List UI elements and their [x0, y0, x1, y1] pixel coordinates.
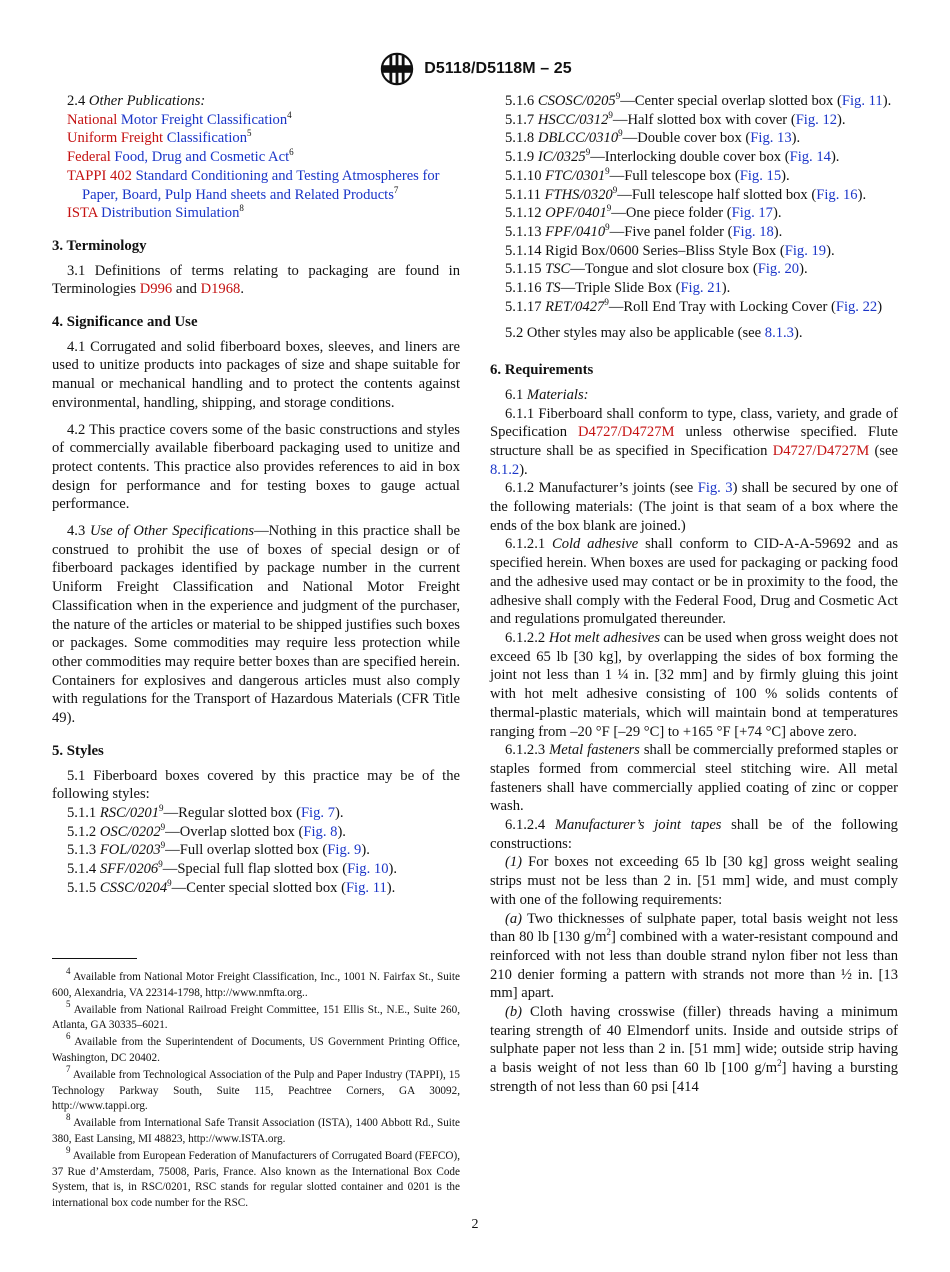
style-end: ). — [386, 879, 396, 896]
figure-link[interactable]: Fig. 10 — [347, 861, 389, 878]
style-number: 5.1.8 — [505, 130, 535, 147]
section-4-title: 4. Significance and Use — [52, 314, 198, 331]
footnote-ref: 6 — [289, 147, 294, 158]
right-column — [490, 92, 898, 1097]
footnote-number: 8 — [66, 1112, 71, 1123]
style-code: TSC — [545, 261, 571, 278]
paragraph-6-1-2-4: 6.1.2.4 Manufacturer’s joint tapes shall be of the following constructions: — [490, 817, 898, 852]
publication-item — [52, 111, 460, 130]
style-number: 5.1.2 — [67, 823, 97, 840]
style-item — [490, 129, 898, 148]
footnote — [52, 1112, 460, 1148]
footnote-text: Available from National Railroad Freight Committee, 151 Ellis St., N.E., Suite 260, Atlanta, GA 30335–6021. — [52, 1003, 460, 1032]
styles-list-left — [52, 804, 460, 898]
style-item — [490, 167, 898, 186]
style-end: ). — [799, 261, 808, 278]
left-column — [52, 92, 460, 897]
publications-list — [52, 111, 460, 223]
style-description: —Regular slotted box ( — [163, 804, 301, 821]
style-description: —Full telescope box ( — [609, 167, 740, 184]
paragraph-3-1: 3.1 Definitions of terms relating to packaging are found in Terminologies D996 and D1968. — [52, 262, 460, 298]
paragraph-4-2: 4.2 This practice covers some of the basic constructions and styles of commercially available fiberboard packaging used to unitize and protect contents. This practice also provides references to aid in box design for performance and for testing boxes to gauge actual performance. — [52, 421, 460, 513]
paragraph-5-2: 5.2 Other styles may also be applicable (see 8.1.3). — [505, 325, 803, 342]
style-code: OPF/0401 — [545, 205, 607, 222]
figure-link[interactable]: Fig. 12 — [795, 111, 838, 128]
paragraph-item-1: (1) For boxes not exceeding 65 lb [30 kg] gross weight sealing strips must not be less than 2 in. [51 mm] wide, and must comply with one of the following requirements: — [490, 854, 898, 908]
style-end: ) — [877, 298, 883, 315]
publication-link[interactable]: Motor Freight Classification — [120, 111, 288, 128]
footnote-number: 6 — [66, 1031, 71, 1042]
d1968-link[interactable]: D1968 — [200, 281, 241, 298]
figure-link[interactable]: Fig. 7 — [300, 804, 335, 821]
style-description: —Center special slotted box ( — [171, 879, 346, 896]
footnote-ref: 9 — [615, 91, 621, 101]
style-description: —Triple Slide Box ( — [560, 280, 681, 297]
figure-link[interactable]: Fig. 21 — [680, 280, 722, 297]
style-number: 5.1.10 — [505, 167, 542, 184]
footnotes — [52, 966, 460, 1213]
style-number: 5.1.3 — [67, 842, 97, 859]
style-item — [52, 823, 460, 842]
footnote-ref: 8 — [239, 203, 244, 214]
page-header — [0, 50, 950, 88]
footnote — [52, 1031, 460, 1067]
style-description: —Special full flap slotted box ( — [162, 861, 348, 878]
style-number: 5.1.15 — [505, 261, 542, 278]
figure-link[interactable]: Fig. 8 — [303, 823, 338, 840]
section-8-1-3-link[interactable]: 8.1.3 — [764, 325, 794, 342]
style-description: Rigid Box/0600 Series–Bliss Style Box ( — [545, 242, 785, 259]
footnote-text: Available from National Motor Freight Classification, Inc., 1001 N. Fairfax St., Suite 600, Alexandria, VA 22314-1798, http://www.nmfta.org.. — [52, 971, 460, 999]
style-number: 5.1.1 — [67, 804, 97, 821]
publication-code[interactable]: Uniform Freight — [67, 130, 164, 147]
style-item — [490, 260, 898, 279]
paragraph-6-1-2-3: 6.1.2.3 Metal fasteners shall be commercially preformed staples or staples formed from commercial steel stitching wire. All metal fasteners shall have commercially applied coating of zinc or copper wash. — [490, 742, 898, 815]
footnote-ref: 9 — [159, 802, 164, 813]
style-code: FPF/0410 — [545, 223, 606, 240]
styles-list-right — [490, 92, 898, 316]
figure-link[interactable]: Fig. 19 — [784, 242, 827, 259]
publication-code[interactable]: ISTA — [67, 205, 98, 222]
style-end: ). — [830, 149, 840, 166]
style-number: 5.1.13 — [505, 223, 542, 240]
footnote-ref: 9 — [158, 859, 163, 870]
style-number: 5.1.16 — [505, 280, 542, 297]
style-end: ). — [773, 223, 783, 240]
footnote-text: Available from European Federation of Manufacturers of Corrugated Board (FEFCO), 37 Rue d’Amsterdam, 75008, Paris, France. Also known as the International Box Code System, that is, in RSC/0201, RSC stands for regular slotted container and 0201 is the international box code number for the RSC. — [52, 1149, 460, 1210]
style-code: FTC/0301 — [545, 167, 606, 184]
figure-link[interactable]: Fig. 11 — [345, 879, 387, 896]
publication-item — [52, 148, 460, 167]
figure-link[interactable]: Fig. 16 — [816, 186, 858, 203]
style-number: 5.1.5 — [67, 879, 97, 896]
style-item — [490, 204, 898, 223]
footnote-ref: 9 — [605, 165, 610, 176]
document-designation: D5118/D5118M – 25 — [424, 60, 572, 77]
footnote-number: 9 — [66, 1144, 71, 1155]
style-description: —Roll End Tray with Locking Cover ( — [608, 298, 836, 315]
footnote-text: Available from the Superintendent of Documents, US Government Printing Office, Washington, DC 20402. — [52, 1036, 460, 1064]
footnote-divider — [52, 958, 137, 959]
publication-code[interactable]: TAPPI 402 — [67, 167, 132, 184]
style-item — [490, 279, 898, 298]
style-number: 5.1.4 — [67, 861, 97, 878]
style-code: IC/0325 — [537, 149, 586, 166]
section-5-title: 5. Styles — [52, 742, 104, 759]
paragraph-6-1: 6.1 Materials: — [505, 386, 589, 403]
footnote-ref: 9 — [604, 296, 609, 307]
paragraph-item-b: (b) Cloth having crosswise (filler) threads having a minimum tearing strength of 40 Elmendorf units. Inside and outside strips of sulphate paper not less than 2 in. [51 mm] wide; outside strip having a basis weight of not less than 60 lb [100 $g/m^2$] having a bursting strength of not less than 60 psi [414 — [490, 1004, 898, 1095]
section-2-4-heading: 2.4 Other Publications: — [67, 93, 206, 109]
style-description: —Full telescope half slotted box ( — [617, 186, 817, 203]
d4727-link-1[interactable]: D4727/D4727M — [578, 424, 675, 441]
style-description: —Overlap slotted box ( — [165, 823, 304, 840]
section-3-title: 3. Terminology — [52, 237, 147, 254]
style-code: OSC/0202 — [99, 823, 161, 840]
style-description: —Full overlap slotted box ( — [165, 842, 328, 859]
style-end: ). — [882, 93, 892, 109]
style-end: ). — [361, 842, 370, 859]
style-end: ). — [388, 861, 398, 878]
style-end: ). — [721, 280, 731, 297]
style-end: ). — [335, 804, 344, 821]
footnote-ref: 9 — [160, 821, 166, 832]
figure-link[interactable]: Fig. 17 — [731, 205, 773, 222]
style-description: —Five panel folder ( — [609, 223, 733, 240]
footnote-ref: 4 — [287, 109, 292, 120]
publication-link[interactable]: Classification — [166, 130, 247, 147]
style-end: ). — [781, 167, 790, 184]
style-code: CSSC/0204 — [99, 879, 168, 896]
figure-link[interactable]: Fig. 14 — [789, 149, 831, 166]
style-code: DBLCC/0310 — [537, 130, 619, 147]
style-end: ). — [337, 823, 346, 840]
style-item — [52, 879, 460, 898]
d996-link[interactable]: D996 — [139, 281, 173, 298]
figure-link[interactable]: Fig. 13 — [750, 130, 792, 147]
footnote-number: 7 — [66, 1063, 71, 1074]
footnote-ref: 9 — [612, 184, 618, 195]
style-code: CSOSC/0205 — [537, 93, 616, 109]
paragraph-5-1: 5.1 Fiberboard boxes covered by this practice may be of the following styles: — [52, 767, 460, 803]
figure-link[interactable]: Fig. 11 — [841, 93, 883, 109]
paragraph-4-1: 4.1 Corrugated and solid fiberboard boxes, sleeves, and liners are used to unitize products into packages of size and shape suitable for manual or mechanical handling and to protect the contents against environmental, handling, shipping, and storage conditions. — [52, 338, 460, 411]
style-end: ). — [857, 186, 867, 203]
footnote-ref: 5 — [247, 128, 252, 139]
style-description: —Interlocking double cover box ( — [590, 149, 790, 166]
publication-link[interactable]: Standard Conditioning and Testing Atmospheres for Paper, Board, Pulp Hand sheets and Related Products — [82, 167, 440, 203]
style-number: 5.1.14 — [505, 242, 542, 259]
style-number: 5.1.12 — [505, 205, 542, 222]
figure-link[interactable]: Fig. 20 — [757, 261, 800, 278]
style-item — [490, 242, 898, 261]
style-number: 5.1.17 — [505, 298, 542, 315]
d4727-link-2[interactable]: D4727/D4727M — [772, 442, 870, 459]
footnote-number: 4 — [66, 966, 71, 976]
footnote — [52, 1063, 460, 1115]
section-6-title: 6. Requirements — [490, 362, 594, 379]
style-number: 5.1.7 — [505, 111, 535, 128]
style-code: TS — [545, 280, 561, 297]
fig-3-link[interactable]: Fig. 3 — [697, 480, 733, 497]
section-8-1-2-link[interactable]: 8.1.2 — [490, 461, 520, 478]
footnote-ref: 9 — [585, 147, 591, 158]
footnote-ref: 9 — [160, 840, 166, 851]
style-number: 5.1.11 — [505, 186, 541, 203]
paragraph-6-1-2-2: 6.1.2.2 Hot melt adhesives can be used when gross weight does not exceed 65 lb [30 kg], by overlapping the sides of box forming the joint not less than 1 ¼ in. [32 mm] and by firmly gluing this joint with hot melt adhesive consisting of 100 % solids contents of thermal-plastic materials, which will maintain bond at temperatures ranging from –20 °F [–29 °C] to +165 °F [+74 °C] above zero. — [490, 629, 899, 740]
footnote-number: 5 — [66, 998, 71, 1009]
footnote-ref: 9 — [606, 203, 612, 214]
style-item — [52, 804, 460, 823]
publication-item — [52, 167, 460, 204]
style-end: ). — [826, 242, 835, 259]
style-end: ). — [837, 111, 846, 128]
style-code: FOL/0203 — [99, 842, 161, 859]
style-code: HSCC/0312 — [537, 111, 609, 128]
style-description: —One piece folder ( — [611, 205, 732, 222]
paragraph-6-1-2-1: 6.1.2.1 Cold adhesive shall conform to CID-A-A-59692 and as specified herein. When boxes are used for packaging or packing food and the adhesive used may contact or be in proximity to the food, the adhesive shall comply with the Federal Food, Drug and Cosmetic Act and regulations promulgated thereunder. — [490, 536, 899, 628]
style-end: ). — [791, 130, 801, 147]
footnote — [52, 998, 460, 1035]
publication-item — [52, 129, 460, 148]
publication-link[interactable]: Distribution Simulation — [101, 205, 240, 222]
figure-link[interactable]: Fig. 22 — [835, 298, 878, 315]
style-description: —Double cover box ( — [622, 130, 751, 147]
paragraph-6-1-1: 6.1.1 Fiberboard shall conform to type, class, variety, and grade of Specification D4727/D4727M unless otherwise specified. Flute structure shall be as specified in Specification D4727/D4727M (see 8.1.2). — [490, 405, 898, 478]
style-item — [490, 298, 898, 317]
figure-link[interactable]: Fig. 15 — [739, 167, 782, 184]
style-item — [52, 841, 460, 860]
paragraph-item-a: (a) Two thicknesses of sulphate paper, total basis weight not less than 80 lb [130 $g/m^2$] combined with a water-resistant compound and reinforced with not less than double strand nylon fiber not less than 210 denier forming a pattern with strands not more than ½ in. [13 mm] apart. — [490, 910, 899, 1002]
figure-link[interactable]: Fig. 18 — [732, 223, 774, 240]
publication-link[interactable]: Food, Drug and Cosmetic Act — [114, 149, 290, 166]
paragraph-6-1-2: 6.1.2 Manufacturer’s joints (see Fig. 3) shall be secured by one of the following materials: (The joint is that seam of a box where the ends of the box blank are joined.) — [490, 480, 899, 534]
style-item — [490, 148, 898, 167]
publication-code[interactable]: Federal — [67, 149, 111, 166]
style-code: RET/0427 — [545, 298, 605, 315]
style-number: 5.1.6 — [505, 93, 535, 109]
footnote-ref: 7 — [393, 184, 399, 195]
page-number: 2 — [471, 1217, 479, 1232]
footnote-text: Available from Technological Association of the Pulp and Paper Industry (TAPPI), 15 Technology Parkway South, Suite 115, Peachtree Corners, GA 30092, http://www.tappi.org. — [52, 1068, 460, 1113]
style-number: 5.1.9 — [505, 149, 535, 166]
footnote — [52, 966, 460, 1002]
footnote-ref: 9 — [605, 221, 610, 232]
paragraph-4-3: 4.3 Use of Other Specifications—Nothing in this practice shall be construed to prohibit the use of boxes of special design or of fiberboard packages identified by package number in the current Uniform Freight Classification and National Motor Freight Classification when in the experience and judgment of the purchaser, the nature of the articles or material to be shipped justifies such boxes or packages. Some commodities may require less protection while other commodities may require better boxes than are specified herein. Containers for explosives and dangerous articles must also comply with regulations for the Transport of Hazardous Materials (CFR Title 49). — [52, 523, 460, 727]
style-description: —Center special overlap slotted box ( — [620, 93, 842, 109]
style-item — [490, 223, 898, 242]
publication-code[interactable]: National — [67, 111, 118, 128]
footnote-ref: 9 — [167, 877, 172, 888]
footnote-text: Available from International Safe Transit Association (ISTA), 1400 Abbott Rd., Suite 380, East Lansing, MI 48823, http://www.ISTA.org. — [52, 1117, 460, 1145]
publication-item — [52, 204, 460, 223]
style-description: —Half slotted box with cover ( — [612, 111, 796, 128]
footnote-ref: 9 — [618, 128, 623, 139]
style-item — [490, 186, 898, 205]
style-item — [490, 111, 898, 130]
astm-logo-icon — [378, 51, 416, 87]
figure-link[interactable]: Fig. 9 — [327, 842, 362, 859]
style-end: ). — [772, 205, 782, 222]
footnote-ref: 9 — [608, 109, 613, 120]
style-code: RSC/0201 — [99, 804, 160, 821]
style-item — [52, 860, 460, 879]
style-item — [490, 92, 898, 111]
style-description: —Tongue and slot closure box ( — [570, 261, 758, 278]
footnote — [52, 1144, 460, 1212]
style-code: SFF/0206 — [99, 861, 159, 878]
style-code: FTHS/0320 — [544, 186, 613, 203]
